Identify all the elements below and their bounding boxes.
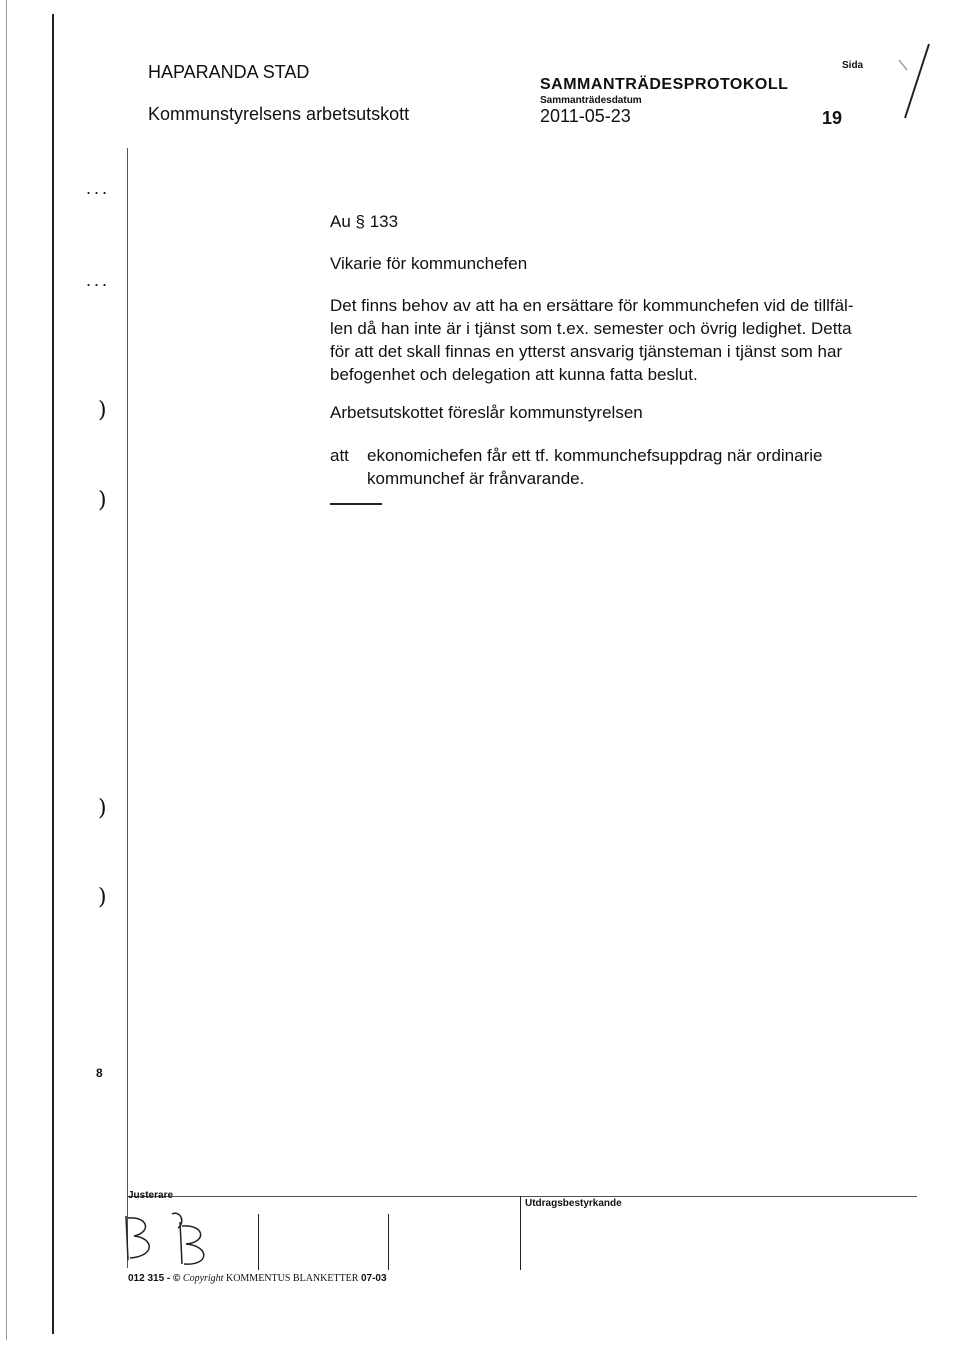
margin-bracket-3: ) <box>98 796 107 821</box>
footer-top-rule <box>127 1196 917 1197</box>
date-label: Sammanträdesdatum <box>540 95 642 106</box>
proposal-line-1: ekonomichefen får ett tf. kommunchefsuppdrag när ordinarie <box>367 446 823 465</box>
footer-divider-2 <box>388 1214 389 1270</box>
body-line-3: för att det skall finnas en ytterst ansvarig tjänsteman i tjänst som har <box>330 342 843 361</box>
att-label: att <box>330 446 349 465</box>
form-copyright <box>128 1273 387 1284</box>
body-line-4: befogenhet och delegation att kunna fatta beslut. <box>330 365 698 384</box>
handwritten-initials-signature <box>120 1208 230 1268</box>
footnote-number: 8 <box>96 1066 103 1080</box>
committee-name: Kommunstyrelsens arbetsutskott <box>148 104 410 124</box>
meeting-date: 2011-05-23 <box>540 106 631 126</box>
margin-dots-2: ... <box>86 270 111 290</box>
footer-divider-3 <box>520 1196 521 1270</box>
publisher-name: KOMMENTUS BLANKETTER <box>225 1273 359 1284</box>
section-title: Vikarie för kommunchefen <box>330 254 528 273</box>
form-version: 07-03 <box>360 1273 387 1284</box>
section-end-rule <box>330 503 382 505</box>
utdrag-label: Utdragsbestyrkande <box>525 1198 622 1209</box>
body-line-1: Det finns behov av att ha en ersättare för kommunchefen vid de tillfäl- <box>330 296 854 315</box>
margin-bracket-2: ) <box>98 488 107 513</box>
protocol-title: SAMMANTRÄDESPROTOKOLL <box>540 76 789 93</box>
justerare-label: Justerare <box>128 1190 174 1201</box>
page-edge-rule <box>6 0 7 1340</box>
municipality-name: HAPARANDA STAD <box>148 62 310 82</box>
page-number: 19 <box>822 108 843 128</box>
content-margin-rule <box>127 148 128 1268</box>
proposal-line-2: kommunchef är frånvarande. <box>367 469 585 488</box>
body-line-2: len då han inte är i tjänst som t.ex. semester och övrig ledighet. Detta <box>330 319 852 338</box>
handwritten-mark-icon <box>895 38 935 128</box>
form-number: 012 315 - © <box>128 1273 181 1284</box>
footer-divider-1 <box>258 1214 259 1270</box>
paragraph-reference: Au § 133 <box>330 212 399 231</box>
proposal-intro: Arbetsutskottet föreslår kommunstyrelsen <box>330 403 643 422</box>
margin-dots-1: ... <box>86 178 111 198</box>
page-label: Sida <box>842 60 864 71</box>
margin-bracket-1: ) <box>98 398 107 423</box>
left-margin-rule <box>52 14 54 1334</box>
copyright-word: Copyright <box>182 1273 224 1284</box>
margin-bracket-4: ) <box>98 885 107 910</box>
